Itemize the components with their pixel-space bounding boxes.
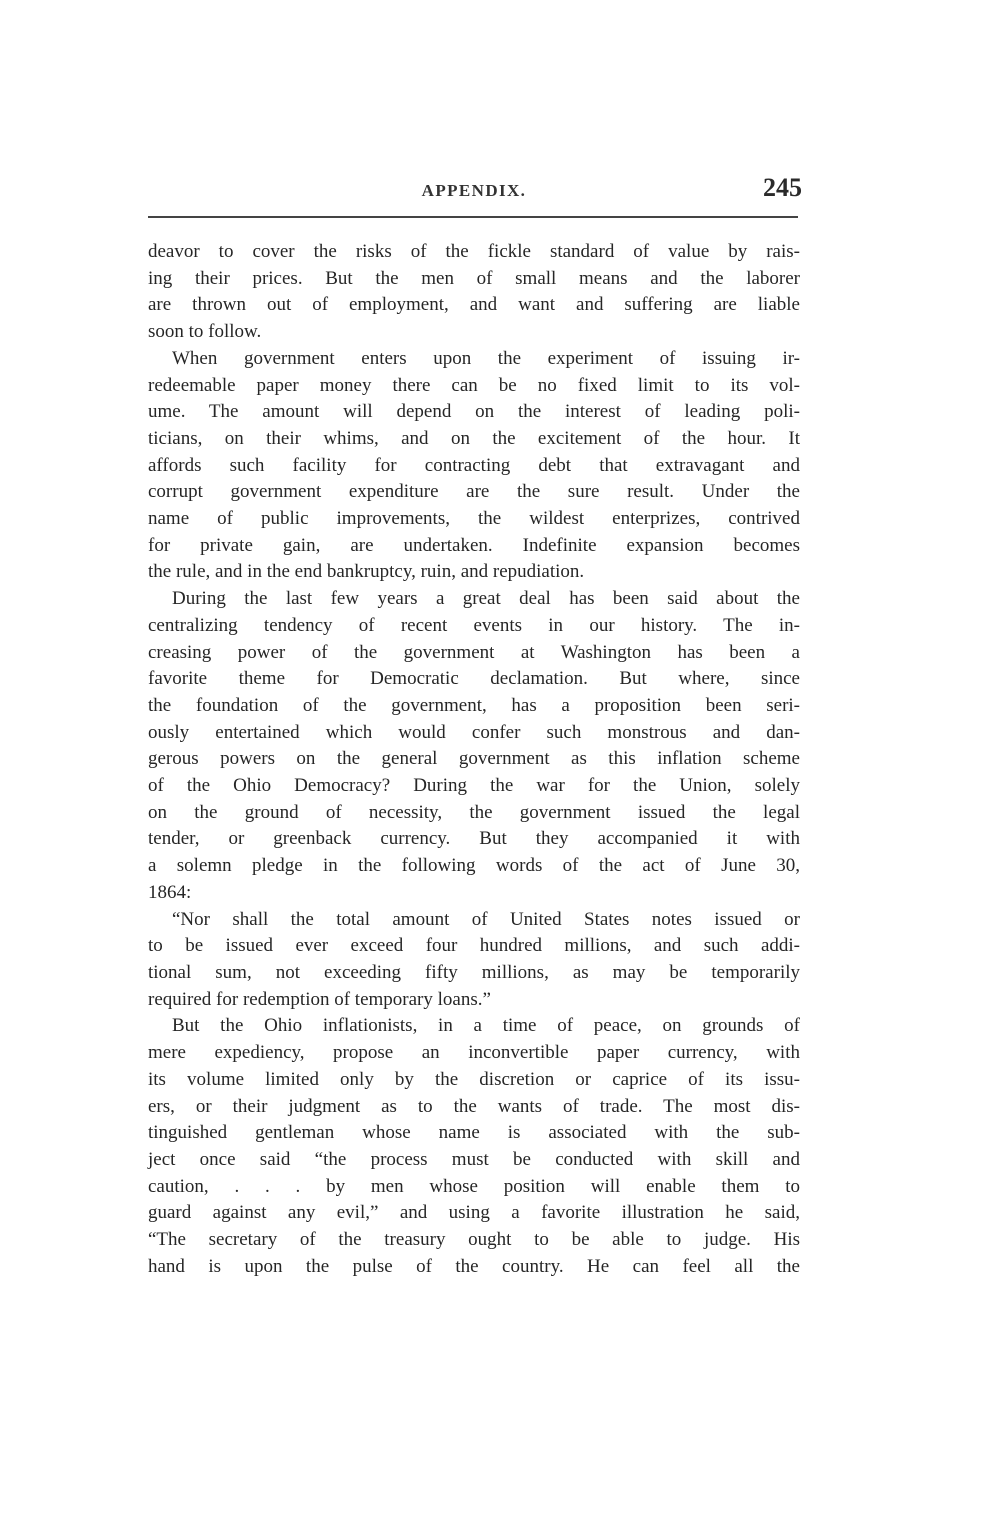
text-line: corrupt government expenditure are the sure result. Under the <box>148 481 800 503</box>
text-line: 1864: <box>148 881 192 903</box>
text-line: its volume limited only by the discretion or caprice of its issu- <box>148 1068 800 1090</box>
text-line: the foundation of the government, has a proposition been seri- <box>148 694 800 716</box>
text-line: mere expediency, propose an inconvertible paper currency, with <box>148 1042 800 1064</box>
text-line: deavor to cover the risks of the fickle standard of value by rais- <box>148 241 800 262</box>
paragraph <box>148 346 800 586</box>
text-line: caution, . . . by men whose position will enable them to <box>148 1175 800 1197</box>
body-text <box>148 239 800 1280</box>
text-line: name of public improvements, the wildest enterprizes, contrived <box>148 508 800 530</box>
text-line: centralizing tendency of recent events in our history. The in- <box>148 614 800 636</box>
text-line: During the last few years a great deal has been said about the <box>172 588 800 610</box>
text-line: for private gain, are undertaken. Indefinite expansion becomes <box>148 534 800 556</box>
text-line: When government enters upon the experiment of issuing ir- <box>172 347 800 369</box>
text-line: affords such facility for contracting debt that extravagant and <box>148 454 800 476</box>
text-line: are thrown out of employment, and want and suffering are liable <box>148 294 800 316</box>
paragraph <box>148 586 800 906</box>
text-line: “The secretary of the treasury ought to be able to judge. His <box>148 1229 800 1251</box>
text-line: ticians, on their whims, and on the excitement of the hour. It <box>148 427 800 449</box>
paragraph <box>148 1013 800 1280</box>
text-line: But the Ohio inflationists, in a time of peace, on grounds of <box>172 1015 800 1037</box>
running-head <box>148 173 800 207</box>
text-line: ers, or their judgment as to the wants of trade. The most dis- <box>148 1095 800 1117</box>
text-line: a solemn pledge in the following words of the act of June 30, <box>148 855 800 877</box>
text-line: redeemable paper money there can be no fixed limit to its vol- <box>148 374 800 396</box>
text-line: tender, or greenback currency. But they accompanied it with <box>148 828 800 850</box>
text-line: ject once said “the process must be conducted with skill and <box>148 1148 800 1170</box>
page-number: 245 <box>763 173 802 202</box>
text-line: ously entertained which would confer such monstrous and dan- <box>148 721 800 743</box>
paragraph <box>148 239 800 346</box>
paragraph <box>148 907 800 1014</box>
text-line: “Nor shall the total amount of United States notes issued or <box>172 908 800 930</box>
text-line: required for redemption of temporary loans.” <box>148 988 491 1010</box>
text-line: hand is upon the pulse of the country. He can feel all the <box>148 1255 800 1277</box>
text-line: of the Ohio Democracy? During the war for the Union, solely <box>148 775 800 797</box>
text-line: ing their prices. But the men of small means and the laborer <box>148 267 800 289</box>
section-title: APPENDIX. <box>421 181 527 200</box>
text-line: guard against any evil,” and using a favorite illustration he said, <box>148 1202 800 1224</box>
text-line: the rule, and in the end bankruptcy, ruin, and repudiation. <box>148 561 585 583</box>
text-line: soon to follow. <box>148 321 262 343</box>
text-line: favorite theme for Democratic declamation. But where, since <box>148 668 800 690</box>
text-line: to be issued ever exceed four hundred millions, and such addi- <box>148 935 800 957</box>
header-rule <box>148 216 798 218</box>
text-line: tinguished gentleman whose name is associated with the sub- <box>148 1122 800 1144</box>
text-line: creasing power of the government at Washington has been a <box>148 641 800 663</box>
text-line: ume. The amount will depend on the interest of leading poli- <box>148 401 800 423</box>
text-line: gerous powers on the general government as this inflation scheme <box>148 748 800 770</box>
text-line: tional sum, not exceeding fifty millions, as may be temporarily <box>148 961 800 983</box>
text-line: on the ground of necessity, the government issued the legal <box>148 801 800 823</box>
